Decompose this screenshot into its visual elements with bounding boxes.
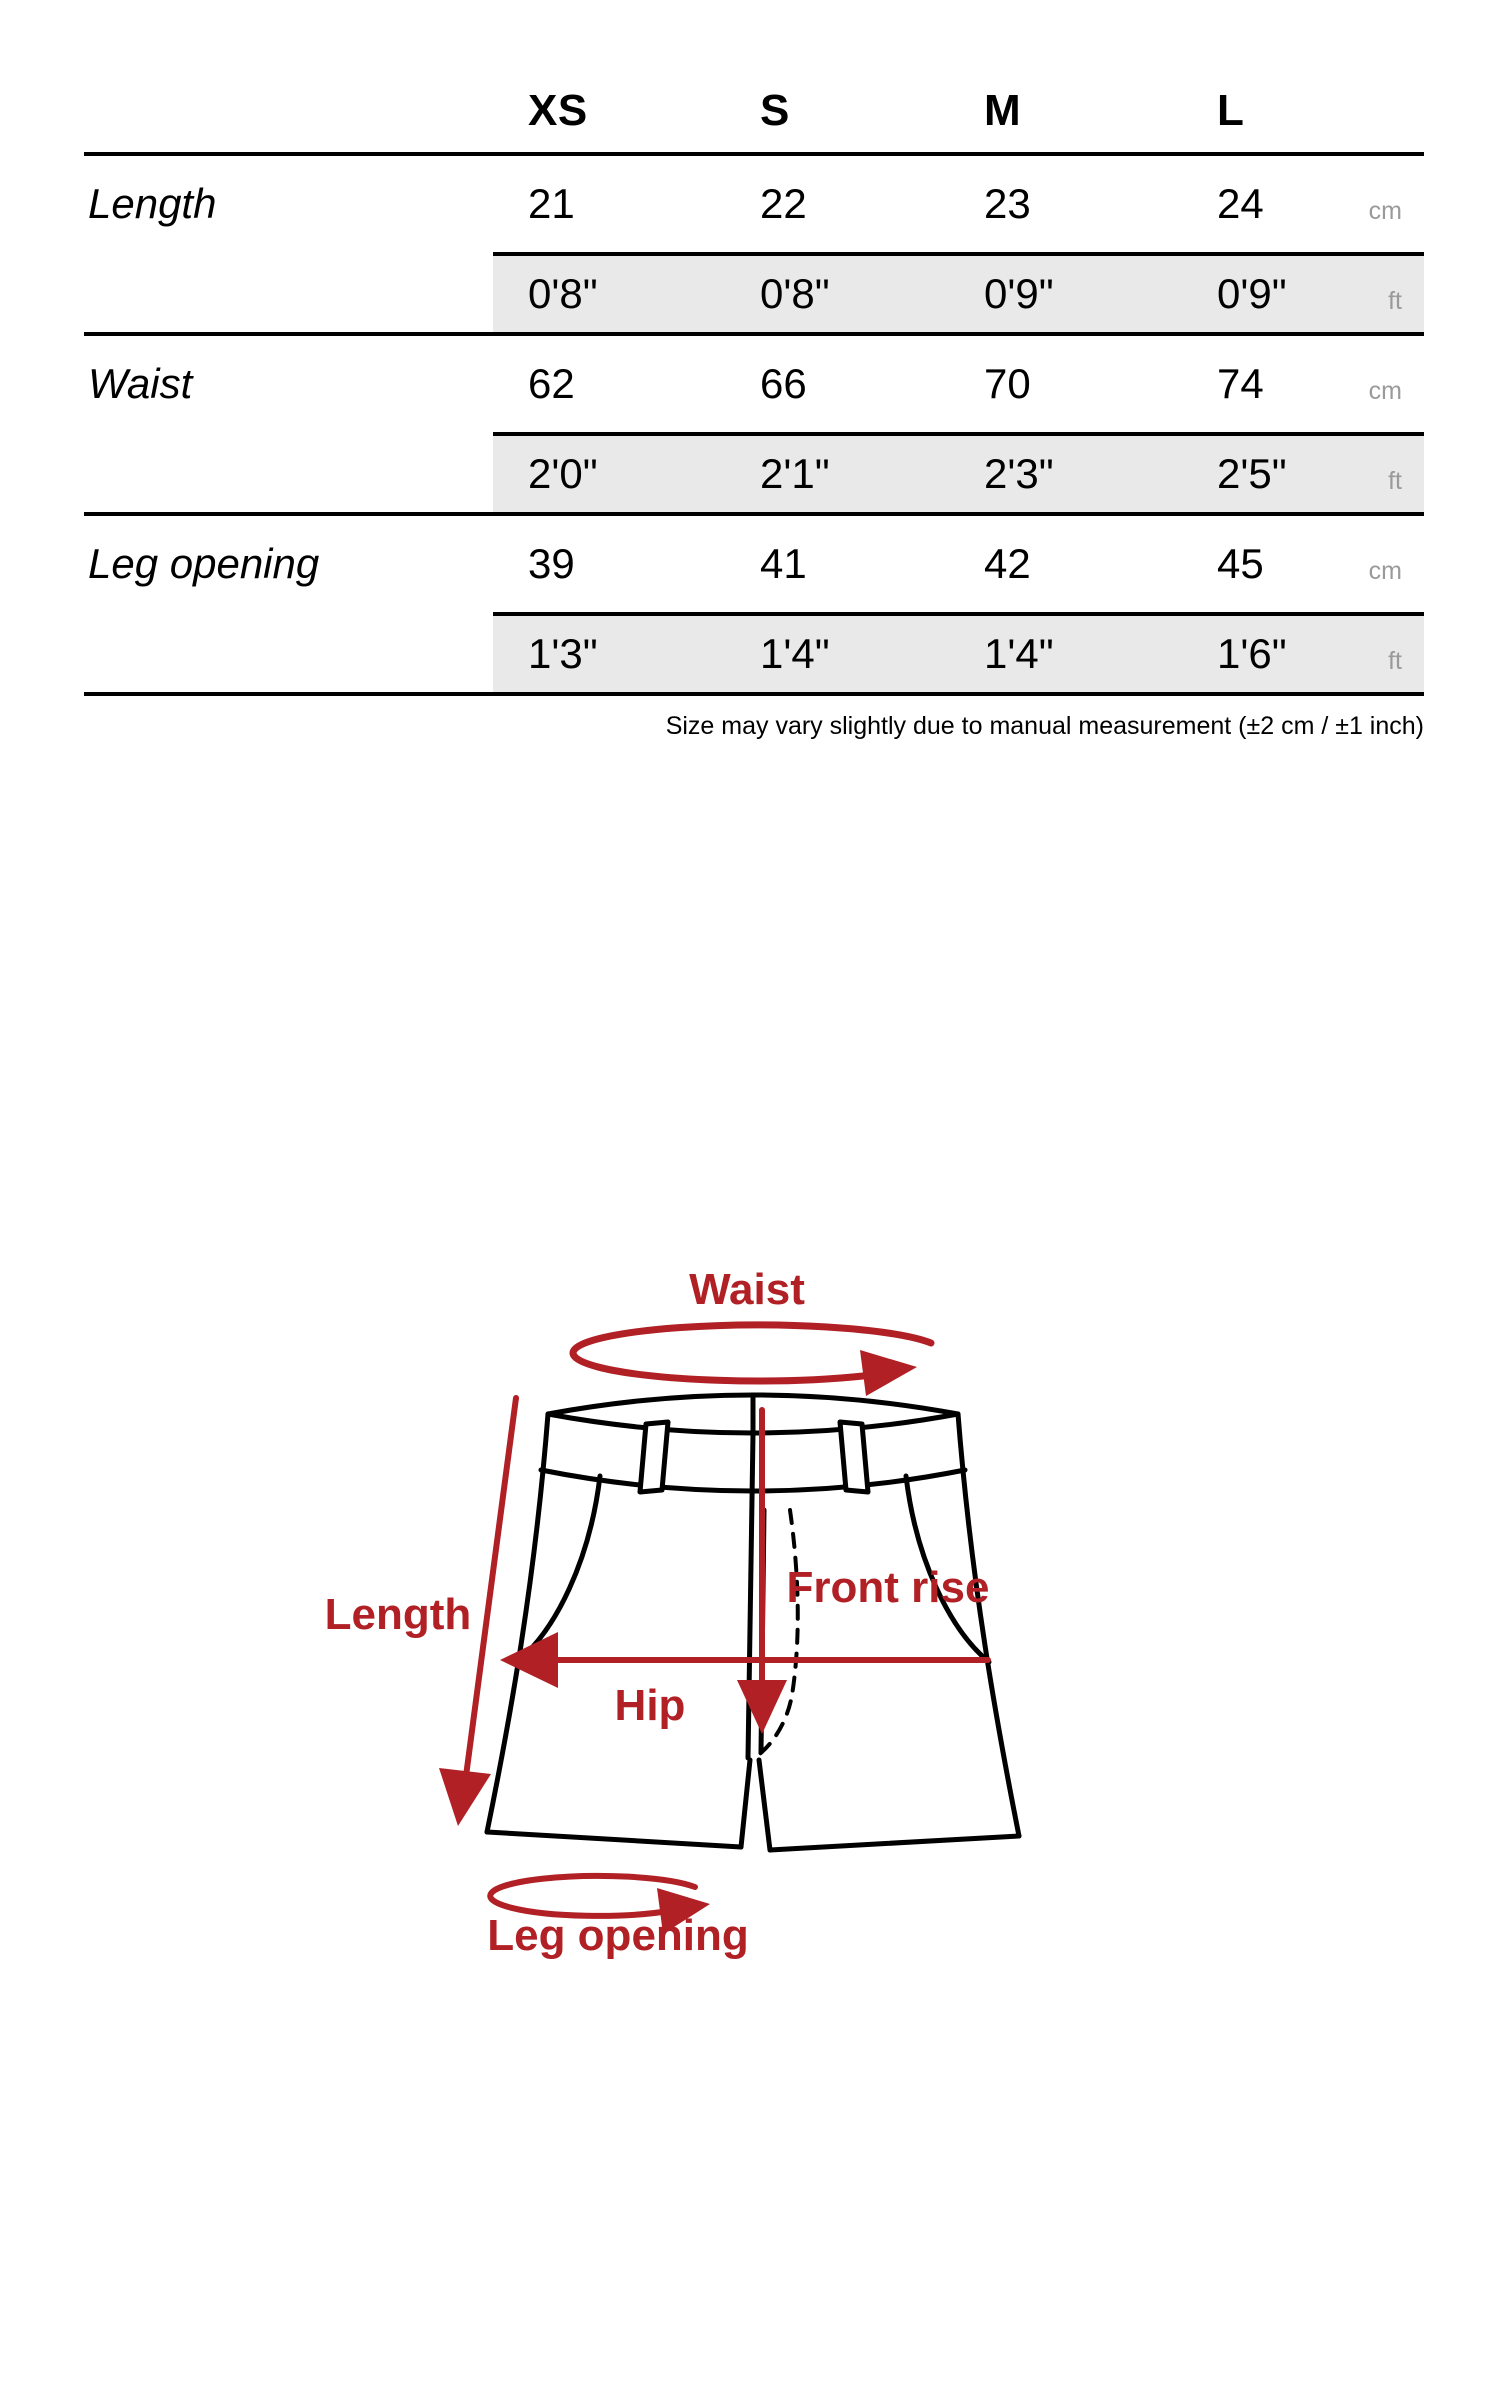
cell-ft-xs: 0'8" <box>528 270 598 317</box>
cell-ft-s: 2'1" <box>760 450 830 497</box>
cell-cm-l: 24 <box>1217 180 1264 227</box>
unit-label-cm: cm <box>1368 376 1402 405</box>
cell-ft-xs: 1'3" <box>528 630 598 677</box>
size-col-header-xs: XS <box>528 86 588 135</box>
cell-ft-s: 1'4" <box>760 630 830 677</box>
cell-ft-l: 1'6" <box>1217 630 1287 677</box>
unit-label-ft: ft <box>1388 646 1402 675</box>
ft-row-spacer <box>84 252 493 332</box>
measurement-note: Size may vary slightly due to manual measurement (±2 cm / ±1 inch) <box>665 712 1424 740</box>
cell-cm-s: 22 <box>760 180 807 227</box>
table-bottom-border <box>84 692 1424 696</box>
unit-label-cm: cm <box>1368 556 1402 585</box>
ft-band <box>493 252 1424 332</box>
cell-cm-m: 70 <box>984 360 1031 407</box>
cell-cm-l: 74 <box>1217 360 1264 407</box>
ft-row <box>84 612 1424 692</box>
size-col-header-l: L <box>1217 86 1245 135</box>
ft-row <box>84 252 1424 332</box>
cell-ft-l: 2'5" <box>1217 450 1287 497</box>
measurement-group-length <box>84 152 1424 332</box>
unit-label-cm: cm <box>1368 196 1402 225</box>
shorts-measurement-diagram <box>300 1240 1100 2000</box>
belt-loop-left <box>640 1422 668 1492</box>
measurement-group-waist <box>84 332 1424 512</box>
row-label: Leg opening <box>88 540 320 587</box>
row-label: Length <box>88 180 217 227</box>
measurement-arrows <box>466 1325 988 1916</box>
cell-ft-l: 0'9" <box>1217 270 1287 317</box>
cell-ft-m: 0'9" <box>984 270 1054 317</box>
cell-cm-xs: 62 <box>528 360 575 407</box>
cell-cm-xs: 39 <box>528 540 575 587</box>
left-hem <box>487 1832 741 1847</box>
size-chart-table <box>84 0 1424 741</box>
row-label: Waist <box>88 360 193 407</box>
cell-ft-m: 1'4" <box>984 630 1054 677</box>
shorts-outline <box>487 1395 1019 1850</box>
size-header-row <box>84 0 1424 152</box>
cell-ft-xs: 2'0" <box>528 450 598 497</box>
ft-row-spacer <box>84 612 493 692</box>
measurement-group-leg-opening <box>84 512 1424 692</box>
belt-loop-right <box>840 1422 868 1492</box>
size-col-header-m: M <box>984 86 1022 135</box>
cell-cm-xs: 21 <box>528 180 575 227</box>
cell-cm-m: 23 <box>984 180 1031 227</box>
ft-band <box>493 612 1424 692</box>
length-label: Length <box>324 1590 472 1639</box>
left-inner-seam <box>741 1760 750 1847</box>
cell-cm-s: 66 <box>760 360 807 407</box>
cell-cm-s: 41 <box>760 540 807 587</box>
cell-ft-m: 2'3" <box>984 450 1054 497</box>
cell-ft-s: 0'8" <box>760 270 830 317</box>
cell-cm-m: 42 <box>984 540 1031 587</box>
right-inner-seam <box>759 1760 770 1850</box>
waist-arrowhead <box>860 1350 917 1396</box>
front-rise-label: Front rise <box>786 1563 990 1612</box>
leg-opening-label: Leg opening <box>487 1911 749 1960</box>
right-outer-seam <box>958 1414 1019 1836</box>
size-col-header-s: S <box>760 86 790 135</box>
ft-row-spacer <box>84 432 493 512</box>
left-outer-seam <box>487 1414 548 1832</box>
ft-band <box>493 432 1424 512</box>
cm-row <box>84 156 1424 252</box>
unit-label-ft: ft <box>1388 286 1402 315</box>
hip-arrowhead <box>500 1632 558 1688</box>
length-arrowhead <box>439 1768 491 1826</box>
waist-label: Waist <box>689 1265 805 1314</box>
hip-label: Hip <box>614 1681 686 1730</box>
cm-row <box>84 516 1424 612</box>
unit-label-ft: ft <box>1388 466 1402 495</box>
ft-row <box>84 432 1424 512</box>
cell-cm-l: 45 <box>1217 540 1264 587</box>
right-hem <box>770 1836 1019 1850</box>
cm-row <box>84 336 1424 432</box>
